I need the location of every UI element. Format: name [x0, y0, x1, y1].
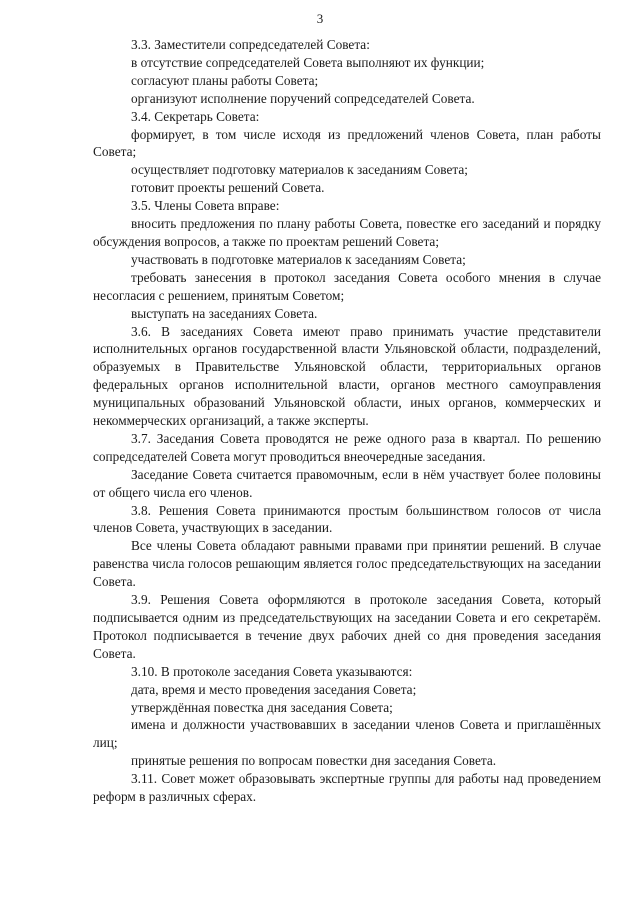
paragraph: осуществляет подготовку материалов к заседаниям Совета;: [131, 162, 468, 178]
paragraph: выступать на заседаниях Совета.: [131, 305, 318, 321]
paragraph: формирует, в том числе исходя из предложений членов Совета, план работы Совета;: [93, 126, 601, 160]
paragraph-3-5-heading: 3.5. Члены Совета вправе:: [131, 198, 280, 214]
paragraph: принятые решения по вопросам повестки дня заседания Совета.: [131, 753, 497, 769]
paragraph: имена и должности участвовавших в заседании членов Совета и приглашённых лиц;: [93, 717, 601, 751]
page-number: 3: [316, 11, 324, 26]
paragraph-3-11: 3.11. Совет может образовывать экспертные группы для работы над проведением реформ в различных сферах.: [93, 771, 601, 805]
paragraph: готовит проекты решений Совета.: [131, 180, 325, 196]
paragraph: организуют исполнение поручений сопредседателей Совета.: [131, 90, 475, 106]
paragraph: Все члены Совета обладают равными правами при принятии решений. В случае равенства числа голосов решающим является голос председательствующих на заседании Совета.: [93, 538, 601, 590]
paragraph-3-9: 3.9. Решения Совета оформляются в протоколе заседания Совета, который подписывается одним из председательствующих на заседании Совета и его секретарём. Протокол подписывается в течение двух рабочих дней со дня проведения заседания Совета.: [93, 592, 601, 661]
paragraph-3-7: 3.7. Заседания Совета проводятся не реже одного раза в квартал. По решению сопредседателей Совета могут проводиться внеочередные заседания.: [93, 430, 601, 464]
paragraph-3-10-heading: 3.10. В протоколе заседания Совета указываются:: [131, 663, 413, 679]
paragraph-3-4-heading: 3.4. Секретарь Совета:: [131, 108, 260, 124]
paragraph: утверждённая повестка дня заседания Совета;: [131, 699, 393, 715]
paragraph: согласуют планы работы Совета;: [131, 72, 319, 88]
paragraph: вносить предложения по плану работы Совета, повестке его заседаний и порядку обсуждения вопросов, а также по проектам решений Совета;: [93, 216, 601, 249]
document-body: [93, 36, 601, 806]
paragraph: Заседание Совета считается правомочным, если в нём участвует более половины от общего числа его членов.: [93, 466, 601, 500]
paragraph: участвовать в подготовке материалов к заседаниям Совета;: [131, 251, 466, 267]
paragraph: требовать занесения в протокол заседания Совета особого мнения в случае несогласия с решением, принятым Советом;: [93, 269, 601, 303]
paragraph-3-3-heading: 3.3. Заместители сопредседателей Совета:: [131, 37, 370, 52]
paragraph-3-6: 3.6. В заседаниях Совета имеют право принимать участие представители исполнительных органов государственной власти Ульяновской области, подразделений, образуемых в Правительстве Ульяновской области, территориальных органов федеральных органов исполнительной власти, органов местного самоуправления муниципальных образований Ульяновской области, иных органов, коммерческих и некоммерческих организаций, а также эксперты.: [93, 323, 601, 429]
paragraph: дата, время и место проведения заседания Совета;: [131, 681, 417, 697]
paragraph-3-8: 3.8. Решения Совета принимаются простым большинством голосов от числа членов Совета, участвующих в заседании.: [93, 502, 601, 536]
paragraph: в отсутствие сопредседателей Совета выполняют их функции;: [131, 54, 485, 70]
